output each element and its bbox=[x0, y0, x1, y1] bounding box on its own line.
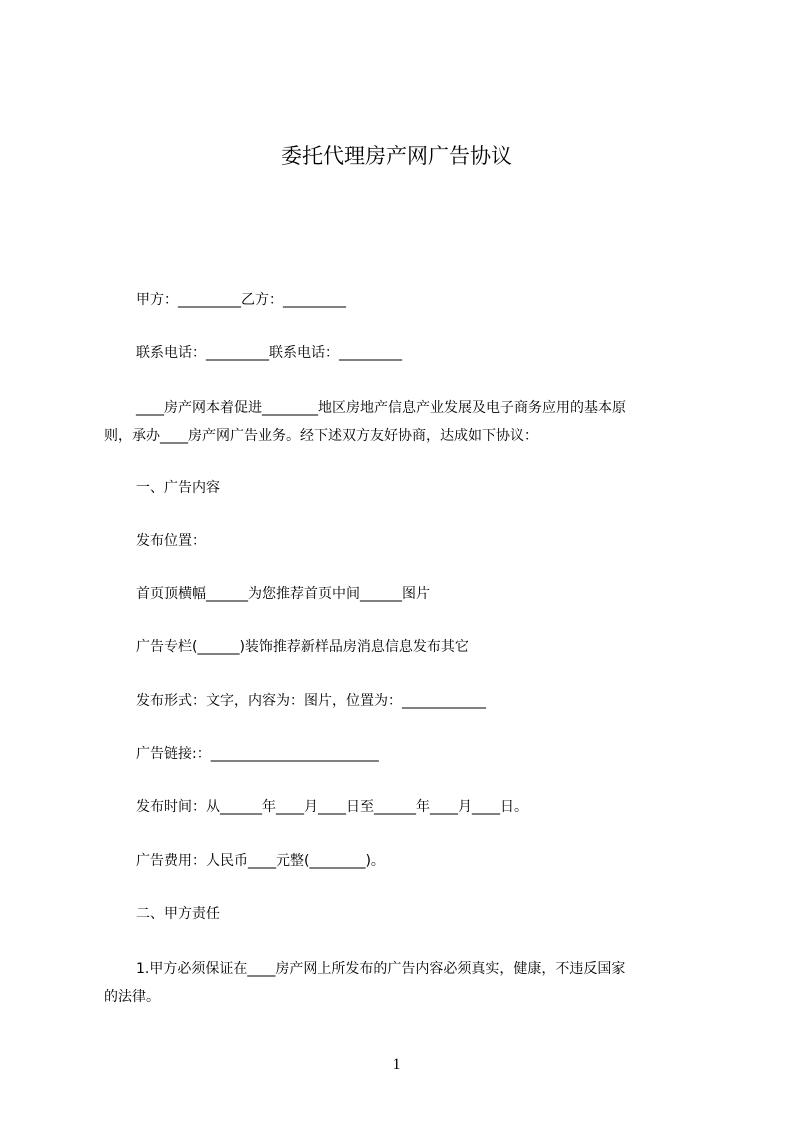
section-1-heading: 一、广告内容 bbox=[136, 480, 220, 496]
clause-1-line-1: 1.甲方必须保证在____房产网上所发布的广告内容必须真实，健康，不违反国家 bbox=[136, 961, 626, 977]
page-number: 1 bbox=[392, 1056, 401, 1073]
column-options-line: 广告专栏(______)装饰推荐新样品房消息信息发布其它 bbox=[136, 639, 469, 655]
clause-1-paragraph bbox=[104, 955, 694, 1011]
intro-line-2: 则，承办____房产网广告业务。经下述双方友好协商，达成如下协议： bbox=[104, 428, 538, 444]
intro-line-1: ____房产网本着促进________地区房地产信息产业发展及电子商务应用的基本原 bbox=[136, 400, 626, 416]
ad-link-line: 广告链接:：________________________ bbox=[136, 746, 379, 762]
document-title: 委托代理房产网广告协议 bbox=[281, 144, 512, 168]
publish-time-line: 发布时间：从______年____月____日至______年____月____日。 bbox=[136, 799, 528, 815]
publish-position-label: 发布位置： bbox=[136, 533, 206, 549]
phone-line: 联系电话：_________联系电话：_________ bbox=[136, 345, 402, 361]
section-2-heading: 二、甲方责任 bbox=[136, 906, 220, 922]
parties-line: 甲方：_________乙方：_________ bbox=[136, 292, 346, 308]
publish-form-line: 发布形式：文字，内容为：图片，位置为：____________ bbox=[136, 693, 486, 709]
clause-1-line-2: 的法律。 bbox=[104, 989, 160, 1005]
intro-paragraph bbox=[104, 394, 694, 450]
position-options-line: 首页顶横幅______为您推荐首页中间______图片 bbox=[136, 586, 430, 602]
ad-fee-line: 广告费用：人民币____元整(________)。 bbox=[136, 853, 385, 869]
